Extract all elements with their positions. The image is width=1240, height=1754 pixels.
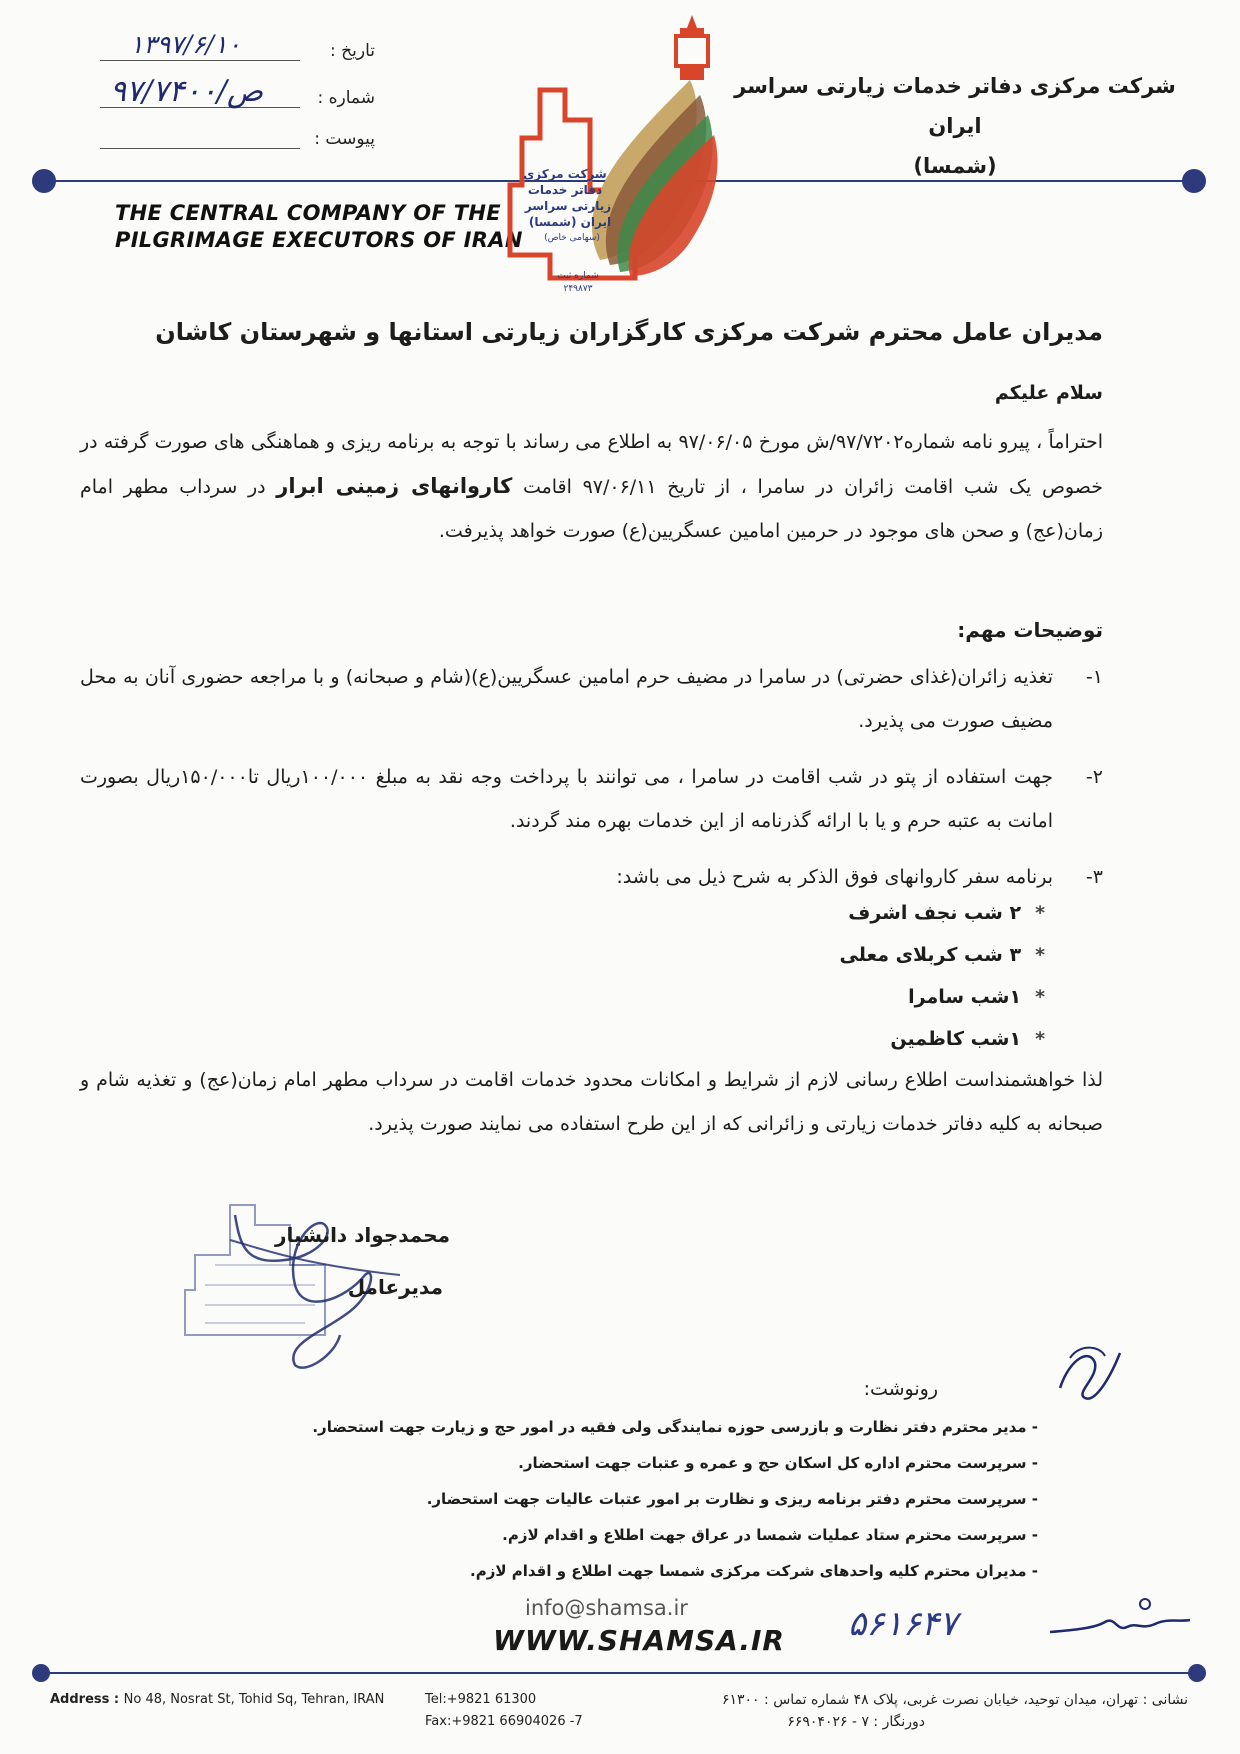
attachment-line	[100, 126, 300, 149]
note-item-3	[80, 855, 1103, 899]
itinerary-item	[908, 986, 1045, 1008]
company-name-fa-line1: شرکت مرکزی دفاتر خدمات زیارتی سراسر ایران	[734, 74, 1176, 138]
handwritten-note	[1045, 1592, 1195, 1647]
signatory-title: مدیرعامل	[347, 1275, 443, 1299]
itinerary-text: ۲ شب نجف اشرف	[848, 902, 1022, 924]
itinerary-item	[890, 1028, 1045, 1050]
main-paragraph-part1: احتراماً ، پیرو نامه شماره۹۷/۷۲۰۲/ش مورخ ۹۷/۰۶/۰۵ به اطلاع می رساند با توجه به برنامه ریزی و هماهنگی های صورت گرفته در خصوص یک شب اقامت زائران در سامرا ، از تاریخ ۹۷/۰۶/۱۱ اقامت	[80, 431, 1104, 498]
company-name-en	[115, 200, 523, 254]
salutation: سلام علیکم	[994, 382, 1103, 404]
main-paragraph	[80, 420, 1103, 553]
letter-heading: مدیران عامل محترم شرکت مرکزی کارگزاران زیارتی استانها و شهرستان کاشان	[155, 318, 1103, 346]
fax-fa: دورنگار : ۷ - ۶۶۹۰۴۰۲۶	[787, 1714, 925, 1730]
logo-reg-label: شماره ثبت	[557, 271, 599, 281]
shamsa-logo	[480, 10, 760, 300]
note-text: تغذیه زائران(غذای حضرتی) در سامرا در مضیف حرم امامین عسگریین(ع)(شام و صبحانه) و با مراجعه حضوری آنان به محل مضیف صورت می پذیرد.	[80, 666, 1053, 732]
note-item-1	[80, 655, 1103, 743]
footer-rule-dot-right	[1188, 1664, 1206, 1682]
itinerary-text: ۳ شب کربلای معلی	[839, 944, 1022, 966]
main-paragraph-bold: کاروانهای زمینی ابرار	[276, 474, 513, 498]
notes-title: توضیحات مهم:	[957, 618, 1103, 642]
reference-number: ۵۶۱۶۴۷	[848, 1604, 958, 1644]
footer-rule	[40, 1672, 1190, 1674]
note-text: جهت استفاده از پتو در شب اقامت در سامرا ، می توانند با پرداخت وجه نقد به مبلغ ۱۰۰/۰۰۰ریال تا۱۵۰/۰۰۰ریال بصورت امانت به عتبه حرم و یا با ارائه گذرنامه از این خدمات بهره مند گردند.	[80, 766, 1053, 832]
cc-item: - مدیران محترم کلیه واحدهای شرکت مرکزی شمسا جهت اطلاع و اقدام لازم.	[470, 1562, 1038, 1580]
website-url[interactable]: WWW.SHAMSA.IR	[493, 1624, 785, 1657]
company-name-fa	[720, 66, 1190, 186]
note-number: ۱-	[1085, 666, 1103, 688]
company-name-en-line2: PILGRIMAGE EXECUTORS OF IRAN	[115, 228, 523, 252]
logo-text-2: دفاتر خدمات	[527, 183, 603, 197]
signatory-name: محمدجواد دانشیار	[275, 1223, 450, 1247]
company-name-en-line1: THE CENTRAL COMPANY OF THE	[115, 201, 501, 225]
note-number: ۳-	[1085, 866, 1103, 888]
cc-item: - سرپرست محترم دفتر برنامه ریزی و نظارت بر امور عتبات عالیات جهت استحضار.	[426, 1490, 1038, 1508]
bullet-icon: *	[1035, 902, 1045, 924]
cc-label: رونوشت:	[863, 1378, 938, 1400]
itinerary-text: ۱شب کاظمین	[890, 1028, 1022, 1050]
date-line	[100, 30, 300, 61]
address-fa: نشانی : تهران، میدان توحید، خیابان نصرت غربی، پلاک ۴۸ شماره تماس : ۶۱۳۰۰	[721, 1692, 1188, 1708]
address-en	[50, 1692, 384, 1707]
number-line	[100, 74, 300, 109]
note-number: ۲-	[1085, 766, 1103, 788]
bullet-icon: *	[1035, 986, 1045, 1008]
header-rule-dot-right	[1182, 169, 1206, 193]
main-paragraph-part2: در سرداب مطهر امام زمان(عج) و صحن های موجود در حرمین امامین عسگریین(ع) صورت خواهد پذیرفت.	[80, 476, 1103, 542]
closing-paragraph: لذا خواهشمنداست اطلاع رسانی لازم از شرایط و امکانات محدود خدمات اقامت در سرداب مطهر امام زمان(عج) و تغذیه شام و صبحانه به کلیه دفاتر خدمات زیارتی و زائرانی که از این طرح استفاده می نمایند صورت پذیرد.	[80, 1069, 1103, 1135]
handwritten-initial	[1050, 1338, 1130, 1408]
email-address[interactable]: info@shamsa.ir	[525, 1596, 688, 1620]
number-row	[100, 74, 375, 109]
number-label: شماره :	[317, 88, 375, 108]
header-rule-dot-left	[32, 169, 56, 193]
itinerary-text: ۱شب سامرا	[908, 986, 1022, 1008]
attachment-label: پیوست :	[314, 129, 375, 149]
logo-reg-number: ۲۴۹۸۷۳	[563, 284, 593, 294]
logo-text-1: شرکت مرکزی	[523, 167, 607, 181]
cc-item: - مدیر محترم دفتر نظارت و بازرسی حوزه نمایندگی ولی فقیه در امور حج و زیارت جهت استحضار.	[312, 1418, 1038, 1436]
itinerary-item	[840, 944, 1046, 966]
date-value: ۱۳۹۷/۶/۱۰	[130, 30, 241, 59]
cc-item: - سرپرست محترم ستاد عملیات شمسا در عراق جهت اطلاع و اقدام لازم.	[502, 1526, 1038, 1544]
tel-en: Tel:+9821 61300	[425, 1692, 537, 1707]
number-value: ص/۹۷/۷۴۰۰	[110, 74, 264, 109]
note-item-2	[80, 755, 1103, 843]
bullet-icon: *	[1035, 944, 1045, 966]
fax-en: Fax:+9821 66904026 -7	[425, 1714, 583, 1729]
bullet-icon: *	[1035, 1028, 1045, 1050]
footer-rule-dot-left	[32, 1664, 50, 1682]
logo-text-5: (سهامی خاص)	[544, 233, 600, 243]
date-label: تاریخ :	[330, 41, 375, 61]
address-label: Address :	[50, 1692, 120, 1707]
logo-text-3: زیارتی سراسر	[524, 199, 612, 213]
address-value: No 48, Nosrat St, Tohid Sq, Tehran, IRAN	[123, 1692, 385, 1707]
note-text: برنامه سفر کاروانهای فوق الذکر به شرح ذیل می باشد:	[616, 866, 1053, 888]
company-name-fa-line2: (شمسا)	[913, 154, 997, 178]
date-row	[100, 30, 375, 61]
attachment-row	[100, 126, 375, 149]
itinerary-item	[848, 902, 1045, 924]
logo-text-4: ایران (شمسا)	[528, 215, 612, 229]
cc-item: - سرپرست محترم اداره کل اسکان حج و عمره و عتبات جهت استحضار.	[518, 1454, 1038, 1472]
